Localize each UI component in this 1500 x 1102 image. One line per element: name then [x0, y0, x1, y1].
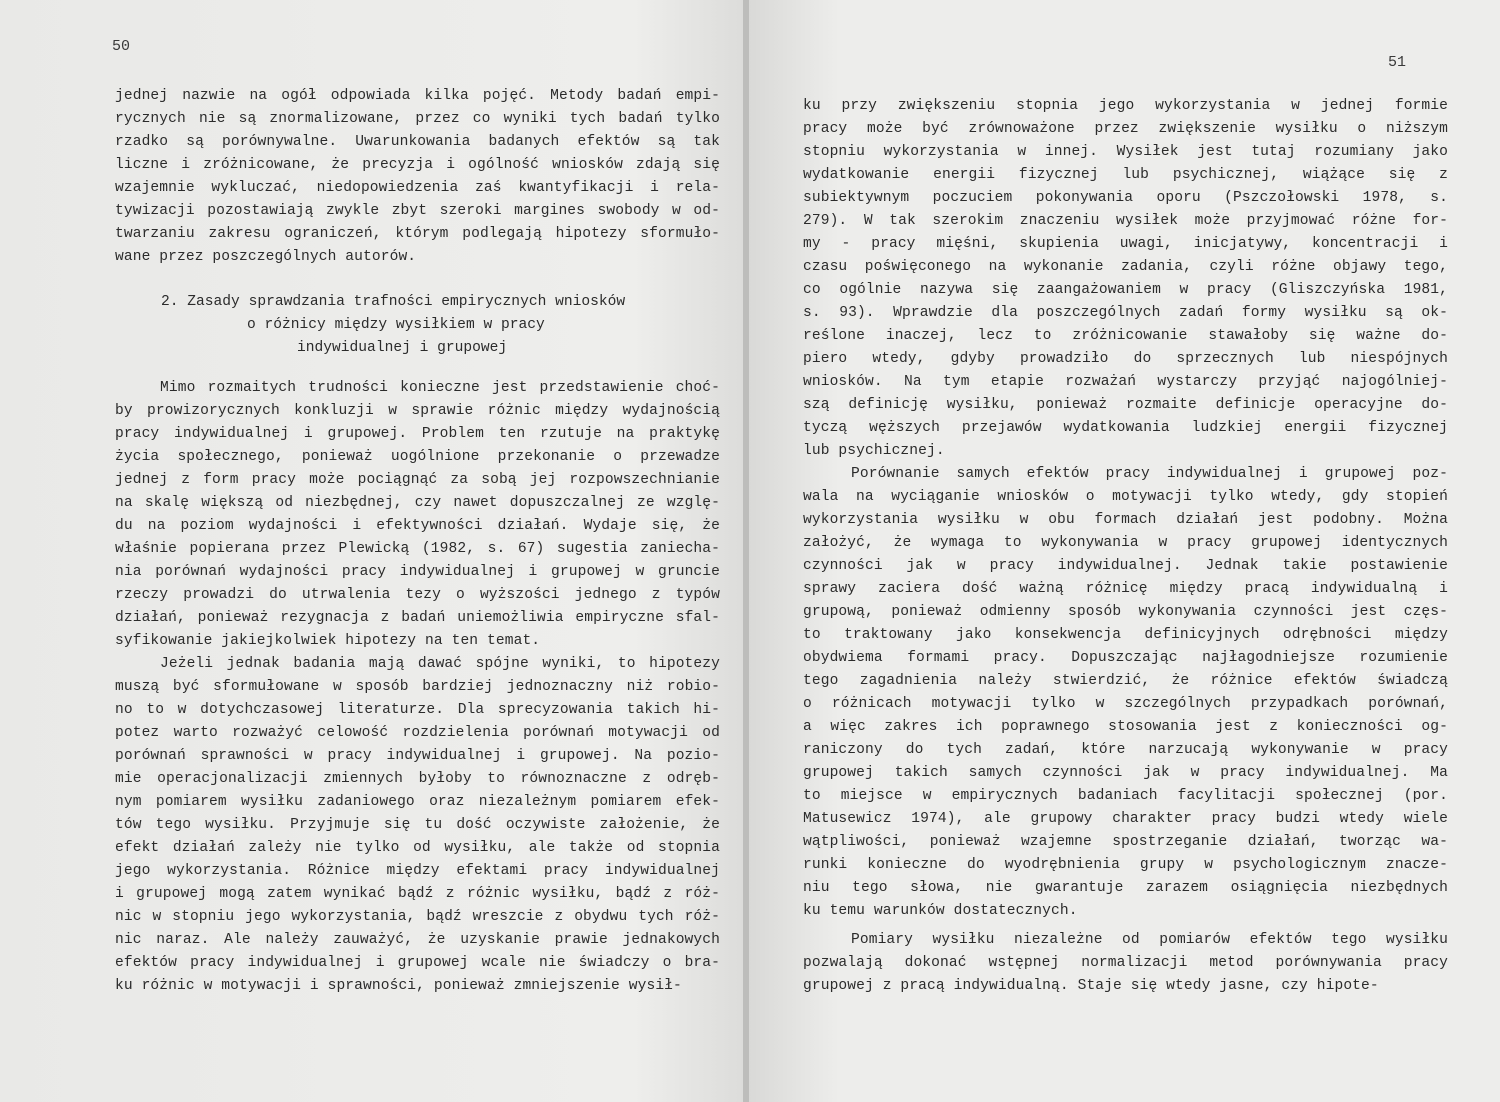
section-heading-line-2: o różnicy między wysiłkiem w pracy [247, 317, 545, 333]
text-line: czasu poświęconego na wykonanie zadania, czyli różne objawy tego, [803, 259, 1448, 275]
text-line: założyć, że wymaga to wykonywania w pracy grupowej identycznych [803, 535, 1448, 551]
text-line: jednej z form pracy może pociągnąć za sobą jej rozpowszechnianie [115, 472, 720, 488]
text-line: jego wykorzystania. Różnice między efektami pracy indywidualnej [115, 863, 720, 879]
text-line: liczne i zróżnicowane, że precyzja i ogólność wniosków zdają się [115, 157, 720, 173]
text-line: lub psychicznej. [803, 443, 945, 459]
text-line: Porównanie samych efektów pracy indywidualnej i grupowej poz- [851, 466, 1448, 482]
text-line: grupową, ponieważ odmienny sposób wykonywania czynności jest częs- [803, 604, 1448, 620]
text-line: tywizacji pozostawiają zwykle zbyt szeroki margines swobody w od- [115, 203, 720, 219]
right-paragraph-1 [803, 95, 1448, 463]
page-number-right: 51 [1388, 54, 1407, 71]
text-line: nia porównań wydajności pracy indywidualnej i grupowej w gruncie [115, 564, 720, 580]
text-line: niu tego słowa, nie gwarantuje zarazem osiągnięcia niezbędnych [803, 880, 1448, 896]
text-line: raniczony do tych zadań, które narzucają wykonywanie w pracy [803, 742, 1448, 758]
text-line: stopniu wykorzystania w innej. Wysiłek jest tutaj rozumiany jako [803, 144, 1448, 160]
text-line: nic naraz. Ale należy zauważyć, że uzyskanie prawie jednakowych [115, 932, 720, 948]
left-paragraph-1 [115, 85, 720, 269]
text-line: subiektywnym poczuciem pokonywania oporu (Pszczołowski 1978, s. [803, 190, 1448, 206]
text-line: wane przez poszczególnych autorów. [115, 249, 417, 265]
text-line: to traktowany jako konsekwencja definicyjnych odrębności między [803, 627, 1448, 643]
text-line: rycznych nie są znormalizowane, przez co wyniki tych badań tylko [115, 111, 720, 127]
text-line: tego zagadnienia należy stwierdzić, że różnice efektów świadczą [803, 673, 1448, 689]
text-line: wydatkowanie energii fizycznej lub psychicznej, wiążące się z [803, 167, 1448, 183]
text-line: efekt działań zależy nie tylko od wysiłku, ale także od stopnia [115, 840, 720, 856]
text-line: runki konieczne do wyodrębnienia grupy w psychologicznym znacze- [803, 857, 1448, 873]
page-number-left: 50 [112, 38, 131, 55]
text-line: obydwiema formami pracy. Dopuszczając najłagodniejsze rozumienie [803, 650, 1448, 666]
text-line: syfikowanie jakiejkolwiek hipotezy na ten temat. [115, 633, 541, 649]
text-line: ku temu warunków dostatecznych. [803, 903, 1078, 919]
text-line: potez warto rozważyć celowość rozdzielenia porównań motywacji od [115, 725, 720, 741]
text-line: właśnie popierana przez Plewicką (1982, s. 67) sugestia zaniecha- [115, 541, 720, 557]
section-heading-line-1: 2. Zasady sprawdzania trafności empirycznych wniosków [161, 294, 626, 310]
text-line: wzajemnie wykluczać, niedopowiedzenia zaś kwantyfikacji i rela- [115, 180, 720, 196]
right-paragraph-3 [803, 929, 1448, 998]
left-paragraph-3 [115, 653, 720, 998]
text-line: porównań sprawności w pracy indywidualnej i grupowej. Na pozio- [115, 748, 720, 764]
text-line: du na poziom wydajności i efektywności działań. Wydaje się, że [115, 518, 720, 534]
text-line: wątpliwości, ponieważ wzajemne spostrzeganie działań, tworząc wa- [803, 834, 1448, 850]
text-line: to miejsce w empirycznych badaniach facylitacji społecznej (por. [803, 788, 1448, 804]
text-line: Mimo rozmaitych trudności konieczne jest przedstawienie choć- [160, 380, 720, 396]
text-line: twarzaniu zakresu ograniczeń, którym podlegają hipotezy sformuło- [115, 226, 720, 242]
left-page [0, 0, 745, 1102]
text-line: no to w dotychczasowej literaturze. Dla sprecyzowania takich hi- [115, 702, 720, 718]
text-line: jednej nazwie na ogół odpowiada kilka pojęć. Metody badań empi- [115, 88, 720, 104]
text-line: reślone inaczej, lecz to zróżnicowanie stawałoby się ważne do- [803, 328, 1448, 344]
text-line: co ogólnie nazywa się zaangażowaniem w pracy (Gliszczyńska 1981, [803, 282, 1448, 298]
text-line: wniosków. Na tym etapie rozważań wystarczy przyjąć najogólniej- [803, 374, 1448, 390]
text-line: o różnicach motywacji tylko w szczególnych przypadkach porównań, [803, 696, 1448, 712]
text-line: na skalę większą od niezbędnej, czy nawet dopuszczalnej ze wzglę- [115, 495, 720, 511]
text-line: szą definicję wysiłku, ponieważ rozmaite definicje operacyjne do- [803, 397, 1448, 413]
text-line: tyczą węższych przejawów wydatkowania ludzkiej energii fizycznej [803, 420, 1448, 436]
section-heading-line-3: indywidualnej i grupowej [297, 340, 508, 356]
text-line: nym pomiarem wysiłku zadaniowego oraz niezależnym pomiarem efek- [115, 794, 720, 810]
text-line: życia społecznego, ponieważ uogólnione przekonanie o przewadze [115, 449, 720, 465]
text-line: tów tego wysiłku. Przyjmuje się tu dość oczywiste założenie, że [115, 817, 720, 833]
text-line: mie operacjonalizacji zmiennych byłoby to równoznaczne z odręb- [115, 771, 720, 787]
text-line: by prowizorycznych konkluzji w sprawie różnic między wydajnością [115, 403, 720, 419]
text-line: pracy może być zrównoważone przez zwiększenie wysiłku o niższym [803, 121, 1448, 137]
text-line: sprawy zaciera dość ważną różnicę między pracą indywidualną i [803, 581, 1448, 597]
text-line: pozwalają dokonać wstępnej normalizacji metod porównywania pracy [803, 955, 1448, 971]
text-line: s. 93). Wprawdzie dla poszczególnych zadań formy wysiłku są ok- [803, 305, 1448, 321]
left-paragraph-2 [115, 377, 720, 653]
text-line: piero wtedy, gdyby prowadziło do sprzecznych lub niespójnych [803, 351, 1448, 367]
text-line: ku różnic w motywacji i sprawności, ponieważ zmniejszenie wysił- [115, 978, 682, 994]
right-page [749, 0, 1500, 1102]
text-line: czynności jak w pracy indywidualnej. Jednak takie postawienie [803, 558, 1448, 574]
text-line: muszą być sformułowane w sposób bardziej jednoznaczny niż robio- [115, 679, 720, 695]
text-line: Pomiary wysiłku niezależne od pomiarów efektów tego wysiłku [851, 932, 1448, 948]
text-line: nic w stopniu jego wykorzystania, bądź wreszcie z obydwu tych róż- [115, 909, 720, 925]
text-line: grupowej z pracą indywidualną. Staje się wtedy jasne, czy hipote- [803, 978, 1379, 994]
text-line: i grupowej mogą zatem wynikać bądź z różnic wysiłku, bądź z róż- [115, 886, 720, 902]
text-line: ku przy zwiększeniu stopnia jego wykorzystania w jednej formie [803, 98, 1448, 114]
text-line: a więc zakres ich poprawnego stosowania jest z konieczności og- [803, 719, 1448, 735]
text-line: 279). W tak szerokim znaczeniu wysiłek może przyjmować różne for- [803, 213, 1448, 229]
text-line: wykorzystania wysiłku w obu formach działań jest podobny. Można [803, 512, 1448, 528]
text-line: Matusewicz 1974), ale grupowy charakter pracy budzi wtedy wiele [803, 811, 1448, 827]
text-line: pracy indywidualnej i grupowej. Problem ten rzutuje na praktykę [115, 426, 720, 442]
section-heading [155, 291, 675, 360]
right-paragraph-2 [803, 463, 1448, 923]
text-line: grupowej takich samych czynności jak w pracy indywidualnej. Ma [803, 765, 1448, 781]
text-line: rzeczy prowadzi do utrwalenia tezy o wyższości jednego z typów [115, 587, 720, 603]
text-line: rzadko są porównywalne. Uwarunkowania badanych efektów są tak [115, 134, 720, 150]
text-line: efektów pracy indywidualnej i grupowej wcale nie świadczy o bra- [115, 955, 720, 971]
text-line: Jeżeli jednak badania mają dawać spójne wyniki, to hipotezy [160, 656, 720, 672]
text-line: działań, ponieważ rezygnacja z badań uniemożliwia empiryczne sfal- [115, 610, 720, 626]
text-line: my - pracy mięśni, skupienia uwagi, inicjatywy, koncentracji i [803, 236, 1448, 252]
text-line: wala na wyciąganie wniosków o motywacji tylko wtedy, gdy stopień [803, 489, 1448, 505]
